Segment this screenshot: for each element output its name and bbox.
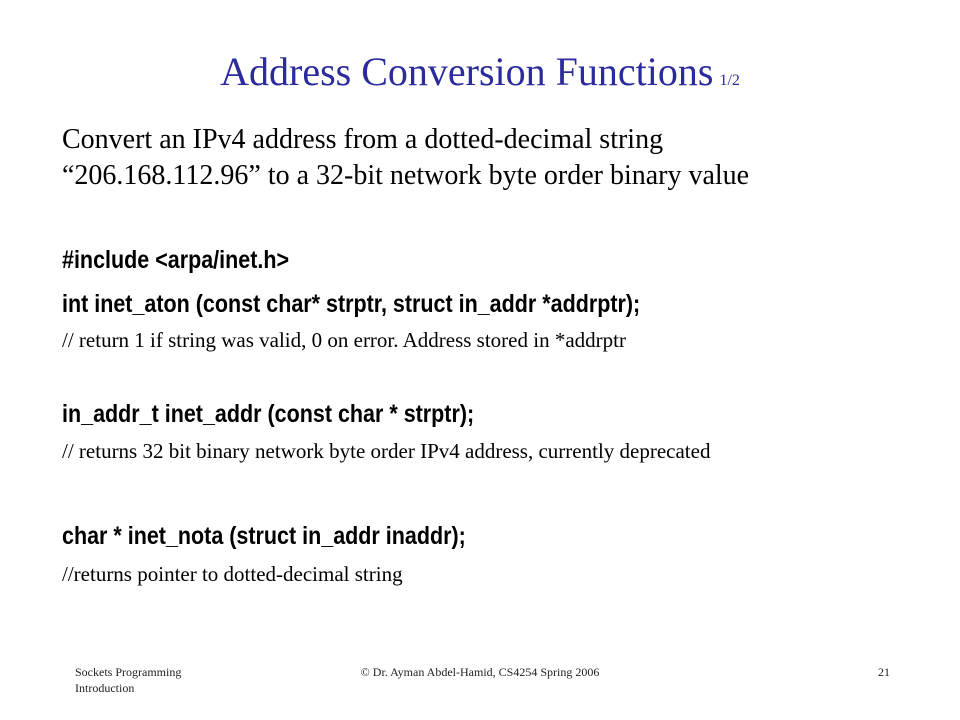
slide-title [0, 46, 960, 107]
footer-copyright: © Dr. Ayman Abdel-Hamid, CS4254 Spring 2006 [360, 665, 600, 679]
intro-text [62, 122, 922, 194]
inet-aton-signature: int inet_aton (const char* strptr, struct in_addr *addrptr); [62, 290, 641, 318]
footer-course-line-2: Introduction [75, 681, 135, 695]
include-directive: #include <arpa/inet.h> [62, 246, 290, 274]
intro-line-1: Convert an IPv4 address from a dotted-decimal string [62, 124, 664, 155]
inet-addr-signature: in_addr_t inet_addr (const char * strptr); [62, 400, 475, 428]
slide-title-page-suffix: 1/2 [719, 72, 740, 89]
footer-page-number: 21 [878, 665, 890, 679]
inet-nota-comment: //returns pointer to dotted-decimal string [62, 562, 403, 586]
inet-aton-comment: // return 1 if string was valid, 0 on error. Address stored in *addrptr [62, 328, 626, 352]
footer-course-line-1: Sockets Programming [75, 665, 182, 679]
intro-line-2: “206.168.112.96” to a 32-bit network byte order binary value [62, 160, 750, 191]
inet-addr-comment: // returns 32 bit binary network byte order IPv4 address, currently deprecated [62, 439, 711, 463]
slide-title-text: Address Conversion Functions [220, 49, 714, 94]
inet-nota-signature: char * inet_nota (struct in_addr inaddr); [62, 522, 466, 550]
